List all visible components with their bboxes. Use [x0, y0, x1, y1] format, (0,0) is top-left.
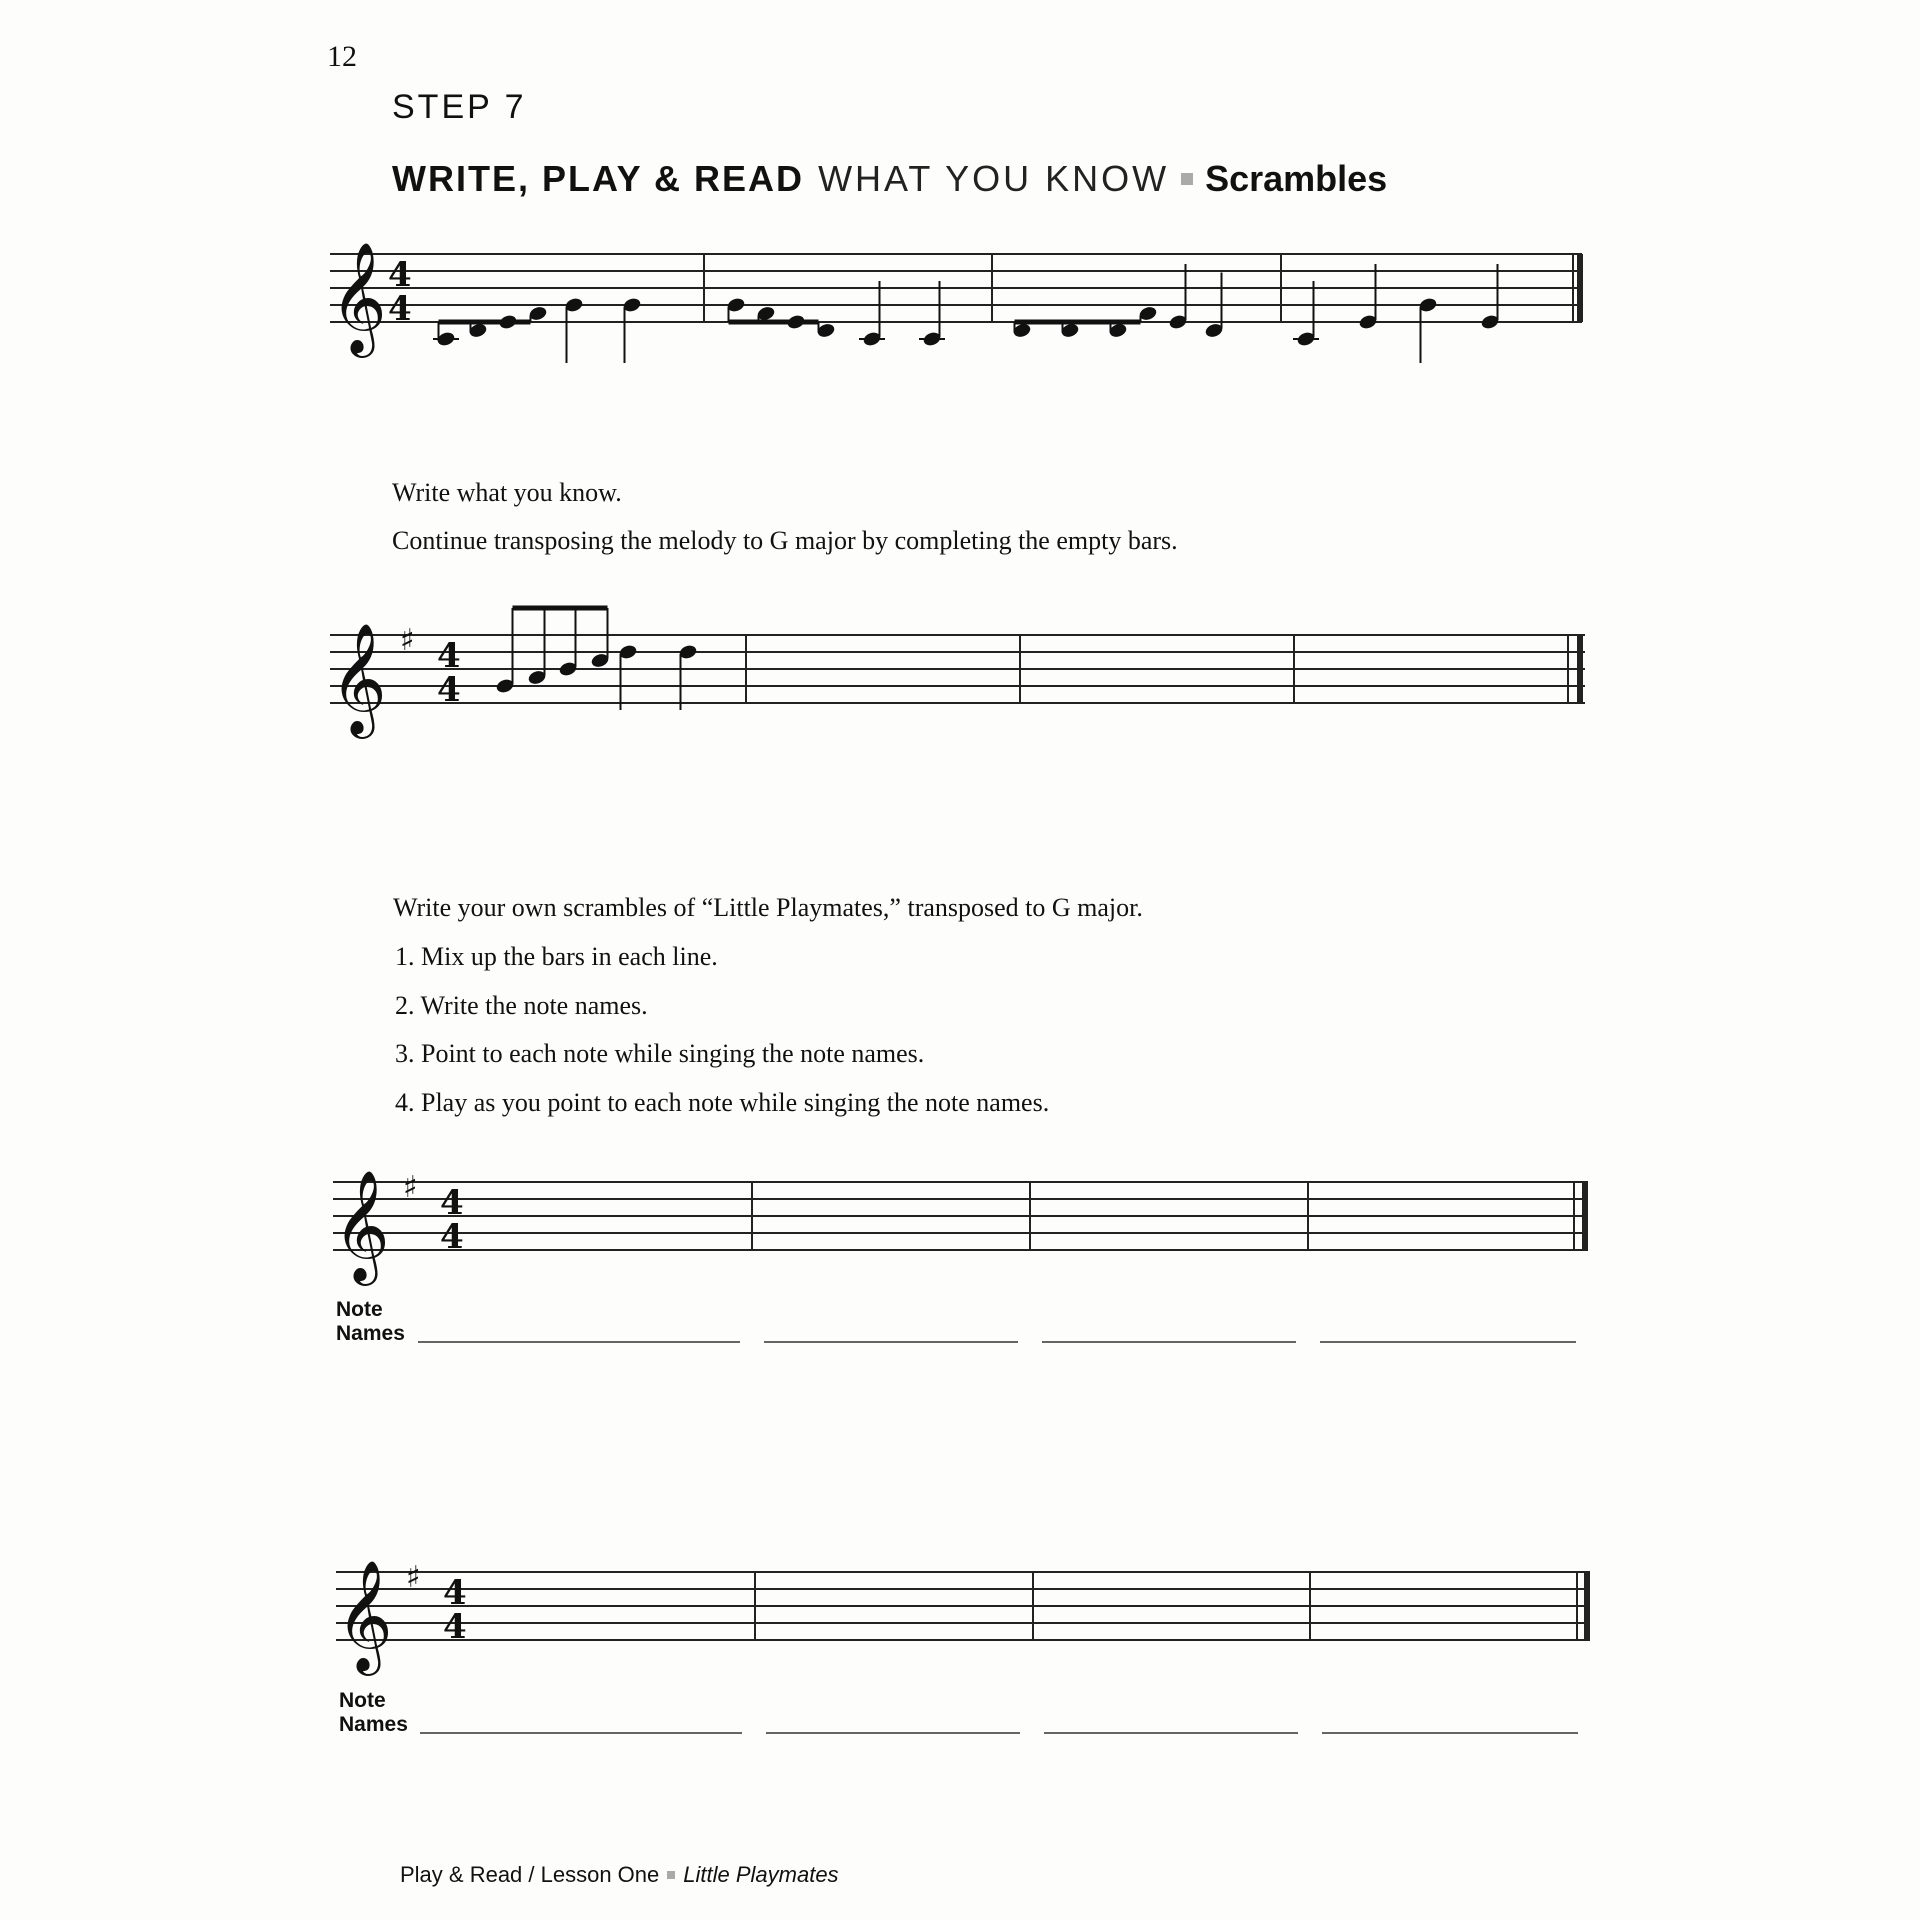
instruction-step-3: 3. Point to each note while singing the note names.	[395, 1039, 925, 1068]
staff-lines	[336, 1572, 1590, 1640]
note-label-line1: Note	[336, 1298, 383, 1321]
instruction-step-2: 2. Write the note names.	[395, 991, 648, 1020]
note-names-label	[339, 1689, 408, 1737]
instruction-scrambles-intro: Write your own scrambles of “Little Playmates,” transposed to G major.	[393, 893, 1143, 922]
note-label-line1: Note	[339, 1689, 386, 1712]
svg-text:4: 4	[437, 636, 461, 676]
treble-clef-icon: 𝄞	[330, 622, 387, 734]
time-signature	[443, 1573, 467, 1647]
footer	[400, 1862, 839, 1888]
page-number: 12	[327, 40, 357, 73]
title-bold: WRITE, PLAY & READ	[392, 158, 805, 199]
step-label: STEP 7	[392, 88, 527, 126]
title-scrambles: Scrambles	[1205, 158, 1388, 199]
svg-text:4: 4	[440, 1217, 464, 1257]
sharp-icon: ♯	[406, 1560, 421, 1595]
treble-clef-icon: 𝄞	[330, 241, 387, 353]
square-bullet-icon	[667, 1871, 675, 1879]
instruction-write: Write what you know.	[392, 478, 622, 507]
note-label-line2: Names	[339, 1713, 408, 1736]
svg-text:4: 4	[443, 1607, 467, 1647]
sharp-icon: ♯	[400, 623, 415, 658]
svg-text:4: 4	[437, 670, 461, 710]
footer-left: Play & Read / Lesson One	[400, 1862, 660, 1887]
note-label-line2: Names	[336, 1322, 405, 1345]
svg-text:4: 4	[440, 1183, 464, 1223]
footer-right: Little Playmates	[683, 1862, 839, 1887]
svg-text:4: 4	[388, 289, 412, 329]
svg-text:4: 4	[443, 1573, 467, 1613]
instruction-transpose: Continue transposing the melody to G major by completing the empty bars.	[392, 526, 1178, 555]
treble-clef-icon: 𝄞	[333, 1169, 390, 1281]
sharp-icon: ♯	[403, 1170, 418, 1205]
instruction-step-4: 4. Play as you point to each note while singing the note names.	[395, 1088, 1050, 1117]
treble-clef-icon: 𝄞	[336, 1559, 393, 1671]
title-light: WHAT YOU KNOW	[818, 158, 1170, 199]
instruction-step-1: 1. Mix up the bars in each line.	[395, 942, 718, 971]
svg-text:4: 4	[388, 255, 412, 295]
